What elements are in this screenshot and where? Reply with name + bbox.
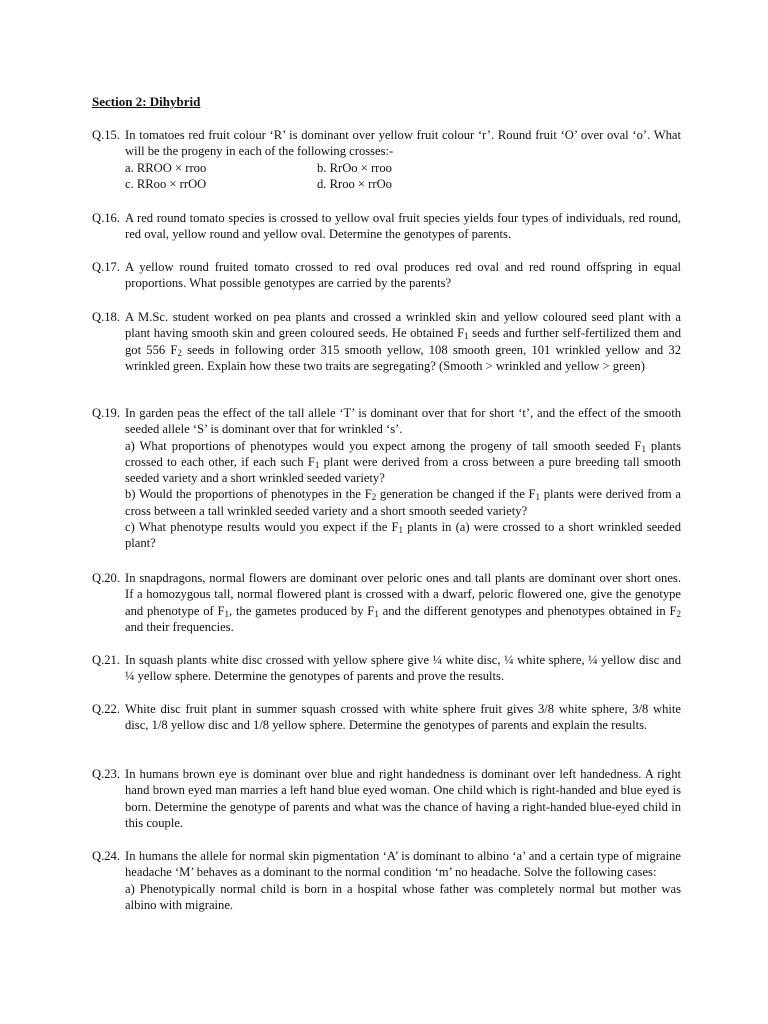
question-text: In humans the allele for normal skin pigmentation ‘A’ is dominant to albino ‘a’ and a certain type of migraine headache ‘M’ behaves as a dominant to the normal condition ‘m’ no headache. Solve the following cases:	[125, 849, 681, 880]
question-text: In snapdragons, normal flowers are dominant over peloric ones and tall plants are dominant over short ones. If a homozygous tall, normal flowered plant is crossed with a dwarf, peloric flowered one, give the genotype and phenotype of $F_1$, the gametes produced by $F_1$ and the different genotypes and phenotypes obtained in $F_2$ and their frequencies.	[125, 571, 681, 634]
question-number: Q.18.	[92, 310, 120, 324]
cross-b: b. RrOo × rroo	[317, 160, 392, 175]
question-text: In garden peas the effect of the tall allele ‘T’ is dominant over that for short ‘t’, and the effect of the smooth seeded allele ‘S’ is dominant over that for wrinkled ‘s’.	[125, 406, 681, 437]
section-title: Section 2: Dihybrid	[92, 94, 201, 109]
question-18	[92, 309, 681, 374]
question-text: In humans brown eye is dominant over blue and right handedness is dominant over left handedness. A right hand brown eyed man marries a left hand blue eyed woman. One child which is right-handed and blue eyed is born. Determine the genotype of parents and what was the chance of having a right-handed blue-eyed child in this couple.	[125, 767, 681, 830]
question-text: A yellow round fruited tomato crossed to red oval produces red oval and red round offspring in equal proportions. What possible genotypes are carried by the parents?	[125, 260, 681, 291]
question-21	[92, 652, 681, 685]
question-22	[92, 701, 681, 734]
question-text: In squash plants white disc crossed with yellow sphere give ¼ white disc, ¼ white sphere, ¼ yellow disc and ¼ yellow sphere. Determine the genotypes of parents and prove the results.	[125, 653, 681, 684]
question-23	[92, 766, 681, 831]
question-part-a: a) What proportions of phenotypes would you expect among the progeny of tall smooth seeded $F_1$ plants crossed to each other, if each such $F_1$ plant were derived from a cross between a pure breeding tall smooth seeded variety and a short wrinkled seeded variety?	[125, 438, 681, 486]
cross-d: d. Rroo × rrOo	[317, 176, 392, 191]
question-part-a: a) Phenotypically normal child is born in a hospital whose father was completely normal but mother was albino with migraine.	[125, 881, 681, 912]
question-number: Q.21.	[92, 653, 120, 667]
question-number: Q.24.	[92, 849, 120, 863]
question-17	[92, 259, 681, 292]
question-text: White disc fruit plant in summer squash crossed with white sphere fruit gives 3/8 white sphere, 3/8 white disc, 1/8 yellow disc and 1/8 yellow sphere. Determine the genotypes of parents and explain the results.	[125, 702, 681, 733]
question-number: Q.23.	[92, 767, 120, 781]
question-part-c: c) What phenotype results would you expect if the $F_1$ plants in (a) were crossed to a short wrinkled seeded plant?	[125, 520, 681, 551]
cross-c: c. RRoo × rrOO	[125, 176, 207, 191]
question-number: Q.15.	[92, 128, 120, 142]
question-text: In tomatoes red fruit colour ‘R’ is dominant over yellow fruit colour ‘r’. Round fruit ‘O’ over oval ‘o’. What will be the progeny in each of the following crosses:-	[125, 128, 681, 159]
question-number: Q.22.	[92, 702, 120, 716]
question-20	[92, 570, 681, 635]
cross-a: a. RROO × rroo	[125, 160, 207, 175]
question-part-b: b) Would the proportions of phenotypes in the $F_2$ generation be changed if the $F_1$ plants were derived from a cross between a tall wrinkled seeded variety and a short smooth seeded variety?	[125, 487, 681, 518]
question-16	[92, 210, 681, 243]
question-text: A M.Sc. student worked on pea plants and crossed a wrinkled skin and yellow coloured seed plant with a plant having smooth skin and green coloured seeds. He obtained $F_1$ seeds and further self-fertilized them and got 556 $F_2$ seeds in following order 315 smooth yellow, 108 smooth green, 101 wrinkled yellow and 32 wrinkled green. Explain how these two traits are segregating? (Smooth > wrinkled and yellow > green)	[125, 310, 681, 373]
crosses-list	[92, 160, 681, 193]
question-number: Q.19.	[92, 406, 120, 420]
question-number: Q.17.	[92, 260, 120, 274]
question-24	[92, 848, 681, 913]
question-number: Q.16.	[92, 211, 120, 225]
question-text: A red round tomato species is crossed to yellow oval fruit species yields four types of individuals, red round, red oval, yellow round and yellow oval. Determine the genotypes of parents.	[125, 211, 681, 242]
question-15	[92, 127, 681, 192]
question-number: Q.20.	[92, 571, 120, 585]
question-19	[92, 405, 681, 552]
